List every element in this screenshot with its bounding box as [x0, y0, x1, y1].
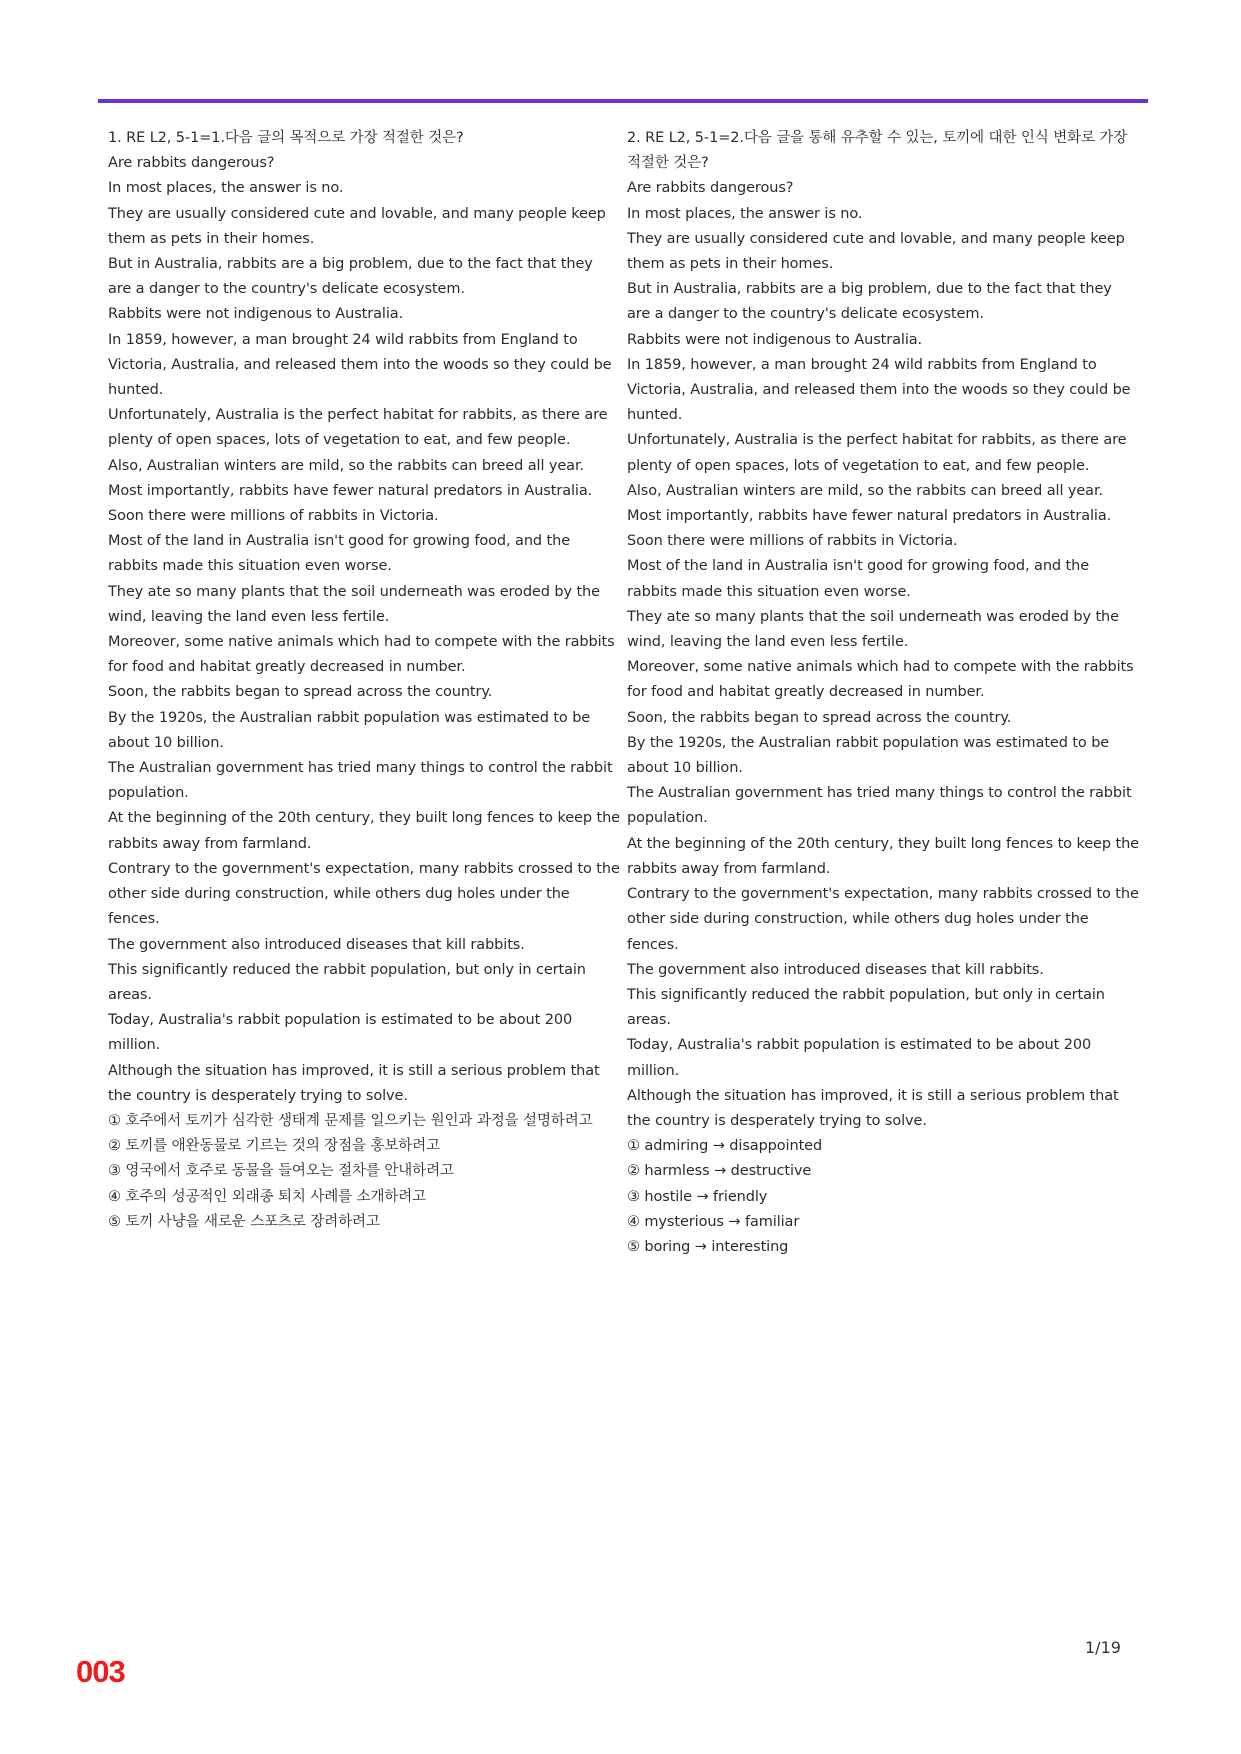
passage-sentence: Are rabbits dangerous? — [627, 180, 794, 197]
passage-sentence: Contrary to the government's expectation, many rabbits crossed to the other side during construction, while others dug holes under the fences. — [627, 886, 1139, 953]
passage-sentence: But in Australia, rabbits are a big problem, due to the fact that they are a danger to the country's delicate ecosystem. — [108, 256, 593, 298]
passage-sentence: Moreover, some native animals which had to compete with the rabbits for food and habitat greatly decreased in number. — [108, 634, 615, 676]
passage-sentence: Soon, the rabbits began to spread across the country. — [627, 709, 1012, 726]
passage-sentence: In most places, the answer is no. — [627, 205, 863, 222]
passage-sentence: Soon there were millions of rabbits in Victoria. — [108, 508, 439, 525]
answer-choice[interactable]: ④ mysterious → familiar — [627, 1213, 800, 1230]
answer-choice[interactable]: ⑤ 토끼 사냥을 새로운 스포츠로 장려하려고 — [108, 1213, 380, 1230]
passage-sentence: In most places, the answer is no. — [108, 180, 344, 197]
passage-sentence: By the 1920s, the Australian rabbit population was estimated to be about 10 billion. — [627, 734, 1110, 777]
passage-sentence: The government also introduced diseases that kill rabbits. — [108, 936, 525, 953]
question-2 — [627, 126, 1139, 1260]
answer-choice[interactable]: ④ 호주의 성공적인 외래종 퇴치 사례를 소개하려고 — [108, 1188, 427, 1205]
passage-sentence: Although the situation has improved, it is still a serious problem that the country is desperately trying to solve. — [108, 1062, 600, 1104]
passage-sentence: Also, Australian winters are mild, so the rabbits can breed all year. — [627, 482, 1104, 499]
passage-sentence: Today, Australia's rabbit population is estimated to be about 200 million. — [627, 1037, 1092, 1079]
passage-sentence: Most of the land in Australia isn't good for growing food, and the rabbits made this situation even worse. — [108, 533, 571, 575]
passage-sentence: But in Australia, rabbits are a big problem, due to the fact that they are a danger to the country's delicate ecosystem. — [627, 281, 1112, 323]
passage-sentence: They ate so many plants that the soil underneath was eroded by the wind, leaving the land even less fertile. — [627, 608, 1119, 651]
question-title: 1. RE L2, 5-1=1.다음 글의 목적으로 가장 적절한 것은? — [108, 130, 464, 146]
passage-sentence: In 1859, however, a man brought 24 wild rabbits from England to Victoria, Australia, and released them into the woods so they could be hunted. — [108, 331, 612, 399]
passage-sentence: Unfortunately, Australia is the perfect habitat for rabbits, as there are plenty of open spaces, lots of vegetation to eat, and few people. — [627, 432, 1127, 474]
answer-choice[interactable]: ② 토끼를 애완동물로 기르는 것의 장점을 홍보하려고 — [108, 1138, 440, 1155]
passage-sentence: By the 1920s, the Australian rabbit population was estimated to be about 10 billion. — [108, 709, 591, 751]
answer-choice[interactable]: ② harmless → destructive — [627, 1163, 812, 1180]
passage-sentence: They are usually considered cute and lovable, and many people keep them as pets in their homes. — [108, 205, 606, 247]
passage-sentence: Although the situation has improved, it is still a serious problem that the country is desperately trying to solve. — [627, 1087, 1119, 1129]
passage-sentence: Contrary to the government's expectation, many rabbits crossed to the other side during construction, while others dug holes under the fences. — [108, 860, 620, 928]
question-1 — [108, 126, 620, 1235]
passage-sentence: Are rabbits dangerous? — [108, 155, 275, 172]
passage-sentence: Today, Australia's rabbit population is estimated to be about 200 million. — [108, 1012, 573, 1054]
passage-sentence: Unfortunately, Australia is the perfect habitat for rabbits, as there are plenty of open spaces, lots of vegetation to eat, and few people. — [108, 407, 608, 449]
passage-sentence: At the beginning of the 20th century, they built long fences to keep the rabbits away from farmland. — [627, 835, 1139, 877]
question-title: 2. RE L2, 5-1=2.다음 글을 통해 유추할 수 있는, 토끼에 대한 인식 변화로 가장 적절한 것은? — [627, 130, 1128, 172]
passage — [627, 176, 1139, 1134]
passage-sentence: Most importantly, rabbits have fewer natural predators in Australia. — [108, 482, 593, 499]
passage-sentence: The Australian government has tried many things to control the rabbit population. — [108, 760, 613, 802]
header-rule — [98, 99, 1148, 103]
passage-sentence: Soon, the rabbits began to spread across the country. — [108, 684, 493, 701]
passage-sentence: At the beginning of the 20th century, they built long fences to keep the rabbits away from farmland. — [108, 810, 620, 852]
page-number: 1/19 — [1085, 1638, 1121, 1657]
answer-choices — [627, 1134, 1139, 1260]
passage-sentence: Most of the land in Australia isn't good for growing food, and the rabbits made this situation even worse. — [627, 558, 1090, 600]
answer-choices — [108, 1109, 620, 1235]
passage-sentence: The Australian government has tried many things to control the rabbit population. — [627, 785, 1132, 827]
answer-choice[interactable]: ⑤ boring → interesting — [627, 1238, 789, 1255]
answer-choice[interactable]: ① admiring → disappointed — [627, 1138, 823, 1155]
answer-choice[interactable]: ③ 영국에서 호주로 동물을 들여오는 절차를 안내하려고 — [108, 1163, 454, 1180]
passage-sentence: Also, Australian winters are mild, so the rabbits can breed all year. — [108, 457, 585, 474]
answer-choice[interactable]: ③ hostile → friendly — [627, 1188, 768, 1205]
passage-sentence: Most importantly, rabbits have fewer natural predators in Australia. — [627, 508, 1112, 525]
answer-choice[interactable]: ① 호주에서 토끼가 심각한 생태계 문제를 일으키는 원인과 과정을 설명하려고 — [108, 1112, 593, 1129]
passage-sentence: Rabbits were not indigenous to Australia. — [627, 331, 923, 348]
passage — [108, 151, 620, 1109]
passage-sentence: This significantly reduced the rabbit population, but only in certain areas. — [108, 961, 586, 1003]
passage-sentence: They are usually considered cute and lovable, and many people keep them as pets in their homes. — [627, 230, 1125, 273]
passage-sentence: Soon there were millions of rabbits in Victoria. — [627, 533, 958, 550]
passage-sentence: In 1859, however, a man brought 24 wild rabbits from England to Victoria, Australia, and released them into the woods so they could be hunted. — [627, 356, 1131, 424]
passage-sentence: Moreover, some native animals which had to compete with the rabbits for food and habitat greatly decreased in number. — [627, 659, 1134, 701]
passage-sentence: Rabbits were not indigenous to Australia. — [108, 306, 404, 323]
passage-sentence: They ate so many plants that the soil underneath was eroded by the wind, leaving the land even less fertile. — [108, 583, 600, 625]
passage-sentence: This significantly reduced the rabbit population, but only in certain areas. — [627, 986, 1105, 1029]
document-code: 003 — [76, 1654, 125, 1689]
passage-sentence: The government also introduced diseases that kill rabbits. — [627, 961, 1044, 978]
